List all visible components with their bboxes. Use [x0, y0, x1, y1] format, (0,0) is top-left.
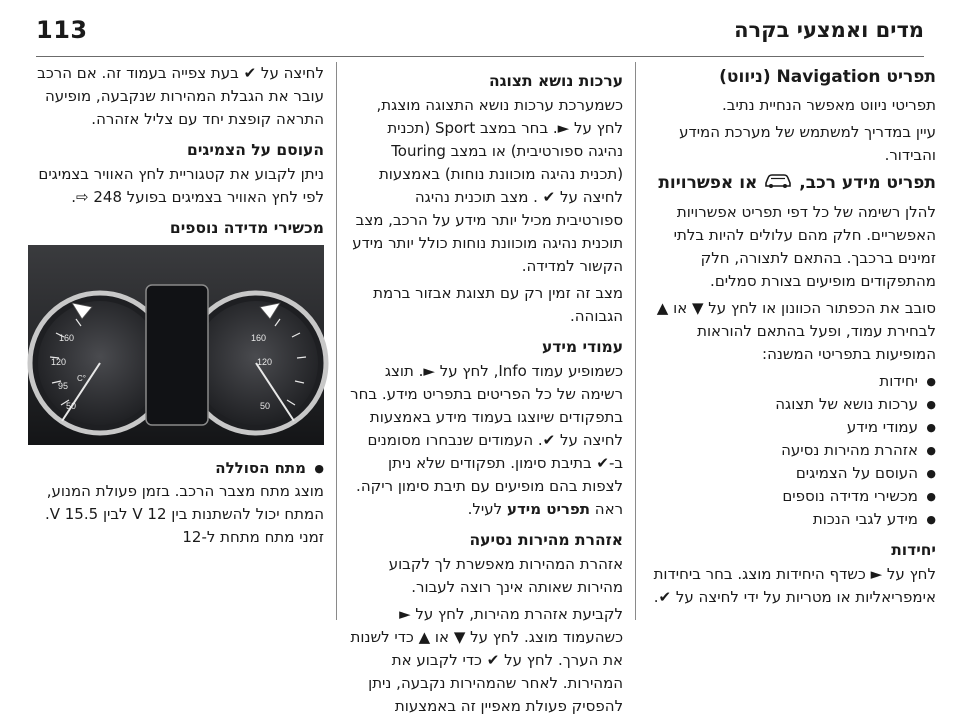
instrument-cluster-illustration	[28, 245, 324, 445]
column-left	[24, 62, 336, 620]
gauge-unit-symbol: °C	[77, 374, 86, 383]
navigation-paragraph-2: עיין במדריך למשתמש של מערכת המידע והבידור.	[679, 123, 936, 164]
speed-warning-continued: לחיצה על ✔ בעת צפייה בעמוד זה. אם הרכב עובר את הגבלת המהירות שנקבעה, מופיעה התראה קופצת יחד עם צליל אזהרה.	[37, 64, 324, 128]
trip-paragraph-1: להלן רשימה של כל דפי תפריט אפשרויות האפשריים. חלק מהם עלולים להיות בלתי זמינים ברכבך. בהתאם לתצורה, חלק מהתפקודים מופיעים בצורת סמלים.	[673, 203, 936, 290]
info-pages-tail: לעיל.	[467, 500, 507, 518]
list-item: ● אזהרת מהירות נסיעה	[648, 439, 918, 462]
gauge-tick-label: 160	[250, 333, 266, 343]
gauge-tick-label: 160	[58, 333, 74, 343]
gauge-tick-label: 50	[259, 401, 270, 411]
gauge-bullet-list	[28, 457, 324, 480]
info-menu-reference: תפריט מידע	[506, 500, 591, 518]
trip-paragraph-2: סובב את הכפתור הכוונון או לחץ על ▼ או ▲ לבחירת עמוד, ופעל בהתאם להוראות המופיעות בתפריטי המשנה:	[656, 299, 936, 363]
header-rule	[36, 56, 924, 57]
info-pages-heading: עמודי מידע	[541, 338, 624, 356]
list-item: ● העוסם על הצמיגים	[648, 462, 918, 485]
column-right	[636, 62, 942, 620]
list-item: ● ערכות נושא של תצוגה	[648, 393, 918, 416]
list-item: ● מידע לגבי הנכות	[648, 508, 918, 531]
trip-heading-text: תפריט מידע רכב,	[793, 173, 936, 193]
info-pages-text: כשמופיע עמוד Info, לחץ על ►. תוצג רשימה של כל הפריטים בתפריט מידע. בחר בתפקודים שיוצגו בעמוד מידע באמצעות לחיצה על ✔. העמודים שנבחרו מסומנים ב-✔ בתיבת סימון. תפקודים שלא ניתן לצפות בהם מופיעים עם תיבת סימון ריקה. ראה	[350, 362, 624, 518]
battery-voltage-paragraph: מוצג מתח מצבר הרכב. בזמן פעולת המנוע, המתח יכול להשתנות בין 12 V לבין 15.5 V. זמני מתח מתחת ל-12	[44, 482, 324, 546]
speed-warning-paragraph-1: אזהרת המהירות מאפשרת לך לקבוע מהירות שאותה אינך רוצה לעבור.	[388, 555, 624, 596]
page-number: 113	[36, 16, 88, 44]
page-columns	[24, 62, 942, 715]
speed-warning-paragraph-2: לקביעת אזהרת מהירות, לחץ על ► כשהעמוד מוצג. לחץ על ▼ או ▲ כדי לשנות את הערך. לחץ על ✔ כדי לקבוע את המהירות. לאחר שהמהירות נקבעה, ניתן להפסיק פעולת מאפיין זה באמצעות	[350, 605, 624, 715]
list-item: ● עמודי מידע	[648, 416, 918, 439]
list-item: ● יחידות	[648, 370, 918, 393]
theme-paragraph-1: כשמערכת ערכות נושא התצוגה מוצגת, לחץ על ►. בחר במצב Sport (תכנית נהיגה ספורטיבית) או במצב Touring (תכנית נהיגה מוכוונת נוחות) באמצעות לחיצה על ✔ . מצב תוכנית נהיגה ספורטיבית מכיל יותר מידע על הרכב, מצב תוכנית נהיגה מוכוונת נוחות כולל יותר מידע הקשור למדידה.	[352, 96, 624, 275]
gauge-tick-label: 120	[256, 357, 272, 367]
column-middle	[337, 62, 635, 715]
trip-heading-tail: או אפשרויות	[658, 173, 758, 193]
trip-menu-heading	[648, 171, 936, 195]
list-item: ● מכשירי מדידה נוספים	[648, 485, 918, 508]
gauge-tick-label: 120	[50, 357, 66, 367]
tire-load-heading: העוסם על הצמיגים	[187, 141, 324, 159]
speed-warning-heading: אזהרת מהירות נסיעה	[469, 531, 624, 549]
page-header	[36, 6, 924, 52]
gauge-tick-label: 50	[65, 401, 76, 411]
list-item: ● מתח הסוללה	[28, 457, 306, 480]
car-icon	[763, 171, 793, 195]
submenu-list	[648, 370, 936, 531]
info-pages-paragraph	[349, 360, 623, 521]
theme-paragraph-2: מצב זה זמין רק עם תצוגת אבזור ברמת הגבוהה.	[373, 284, 624, 325]
center-display	[146, 285, 208, 425]
gauge-tick-label: 95	[57, 381, 68, 391]
navigation-menu-heading: תפריט Navigation (ניווט)	[719, 67, 936, 87]
tire-load-paragraph: ניתן לקבוע את קטגוריית לחץ האוויר בצמיגים לפי לחץ האוויר בצמיגים בפועל 248 ⇨.	[38, 165, 324, 206]
running-title: מדים ואמצעי בקרה	[734, 18, 924, 42]
additional-gauges-heading: מכשירי מדידה נוספים	[169, 219, 324, 237]
theme-heading: ערכות נושא תצוגה	[488, 72, 624, 90]
navigation-paragraph-1: תפריטי ניווט מאפשר הנחיית נתיב.	[722, 96, 936, 114]
units-heading: יחידות	[891, 541, 936, 559]
units-paragraph: לחץ על ► כשדף היחידות מוצג. בחר ביחידות אימפריאליות או מטריות על ידי לחיצה על ✔.	[653, 565, 936, 606]
instrument-cluster-svg	[28, 245, 324, 445]
